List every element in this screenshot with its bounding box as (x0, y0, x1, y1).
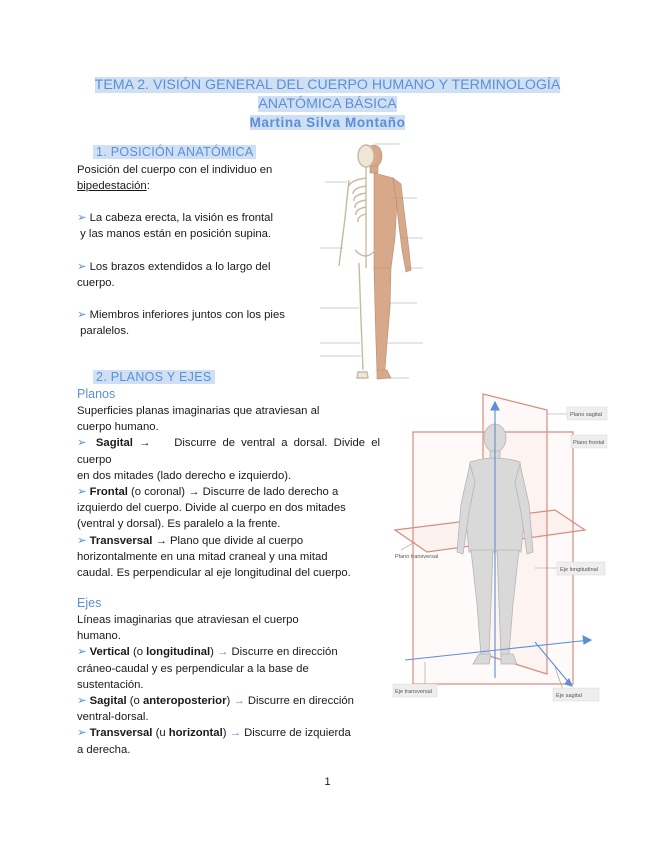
arrow-icon: → (155, 534, 167, 547)
ejes-intro-line1: Líneas imaginarias que atraviesan el cuerpo (77, 614, 299, 626)
label-plano-frontal: Plano frontal (573, 440, 605, 446)
bullet-2-line2: cuerpo. (77, 277, 115, 290)
ejes-intro-line2: humano. (77, 630, 121, 643)
frontal-plane-desc3: (ventral y dorsal). Es paralelo a la frente. (77, 518, 281, 531)
section1-bullet-3 (77, 307, 307, 339)
bullet-arrow-icon: ➢ (77, 695, 87, 708)
title-block (60, 76, 595, 132)
transversal-axis-alt-b: horizontal (168, 727, 223, 740)
intro-term-bipedestacion: bipedestación (77, 180, 147, 193)
sagital-axis-desc1: Discurre en dirección (247, 695, 354, 708)
arrow-icon: → (217, 646, 229, 659)
arrow-icon: → (139, 437, 151, 450)
sagital-plane-desc1: Discurre de ventral a dorsal. Divide el (174, 437, 380, 450)
document-title-line1: TEMA 2. VISIÓN GENERAL DEL CUERPO HUMANO Y TERMINOLOGÍA (94, 77, 561, 93)
transversal-axis-alt-c: ) (222, 727, 227, 740)
bullet-1-line1: La cabeza erecta, la visión es frontal (89, 212, 273, 224)
bullet-arrow-icon: ➢ (77, 261, 87, 273)
vertical-axis-desc3: sustentación. (77, 678, 144, 691)
label-plano-sagital: Plano sagital (570, 412, 603, 418)
sagital-plane-desc2: cuerpo (77, 453, 112, 466)
sagital-axis-alt-a: (o (129, 695, 140, 708)
bullet-2-line1: Los brazos extendidos a lo largo del (89, 261, 271, 273)
sagital-plane-term: Sagital (95, 437, 133, 450)
transversal-axis-desc2: a derecha. (77, 743, 131, 756)
sagital-axis-term: Sagital (89, 695, 127, 708)
bullet-1-line2: y las manos están en posición supina. (80, 228, 272, 241)
arrow-icon: → (229, 727, 241, 740)
bullet-arrow-icon: ➢ (77, 727, 87, 740)
author-name: Martina Silva Montaño (249, 115, 406, 130)
intro-colon: : (146, 180, 150, 193)
sagital-axis-alt-b: anteroposterior (142, 695, 227, 708)
arrow-icon: → (233, 695, 245, 708)
frontal-plane-alt: (o coronal) (131, 486, 186, 499)
ejes-subheading: Ejes (77, 596, 102, 610)
frontal-plane-term: Frontal (89, 486, 128, 499)
bullet-arrow-icon: ➢ (77, 212, 87, 224)
transversal-plane-desc2: horizontalmente en una mitad craneal y una mitad (77, 550, 328, 563)
ejes-content (77, 612, 377, 758)
transversal-plane-desc3: caudal. Es perpendicular al eje longitudinal del cuerpo. (77, 567, 351, 580)
bullet-3-line1: Miembros inferiores juntos con los pies (89, 309, 285, 321)
vertical-axis-desc1: Discurre en dirección (231, 646, 338, 659)
vertical-axis-alt-b: longitudinal (146, 646, 211, 659)
transversal-plane-term: Transversal (89, 534, 153, 547)
sagital-axis-alt-c: ) (226, 695, 231, 708)
transversal-axis-alt-a: (u (155, 727, 166, 740)
anatomical-figure-illustration (305, 138, 430, 390)
vertical-axis-alt-a: (o (132, 646, 143, 659)
sagital-plane-desc3: en dos mitades (lado derecho e izquierdo). (77, 469, 292, 482)
vertical-axis-desc2: cráneo-caudal y es perpendicular a la base de (77, 662, 309, 675)
label-plano-transversal: Plano transversal (395, 554, 439, 560)
anatomical-position-figure (305, 138, 430, 390)
planos-content (77, 403, 380, 581)
section1-bullet-2 (77, 259, 307, 291)
section2-heading: 2. PLANOS Y EJES (93, 370, 215, 384)
bullet-arrow-icon: ➢ (77, 437, 87, 450)
transversal-axis-term: Transversal (89, 727, 153, 740)
label-eje-sagital: Eje sagital (556, 693, 582, 699)
transversal-plane-desc1: Plano que divide al cuerpo (170, 534, 304, 547)
section1-bullet-1 (77, 210, 307, 242)
section1-intro (77, 162, 307, 194)
bullet-arrow-icon: ➢ (77, 646, 87, 659)
planes-axes-illustration (385, 392, 610, 710)
sagital-axis-desc2: ventral-dorsal. (77, 711, 149, 724)
bullet-3-line2: paralelos. (80, 325, 130, 338)
arrow-icon: → (188, 486, 200, 499)
bullet-arrow-icon: ➢ (77, 486, 87, 499)
bullet-arrow-icon: ➢ (77, 534, 87, 547)
frontal-plane-desc2: izquierdo del cuerpo. Divide al cuerpo en dos mitades (77, 502, 346, 515)
page-number: 1 (324, 776, 331, 788)
intro-text-a: Posición del cuerpo con el individuo en (77, 164, 273, 176)
vertical-axis-alt-c: ) (210, 646, 214, 659)
transversal-axis-desc1: Discurre de izquierda (244, 727, 351, 740)
label-eje-transversal: Eje transversal (395, 689, 432, 695)
sagital-plane-line (77, 435, 380, 451)
planos-intro-line2: cuerpo humano. (77, 421, 159, 434)
planos-intro-line1: Superficies planas imaginarias que atraviesan al (77, 405, 320, 417)
label-eje-longitudinal: Eje longitudinal (560, 567, 598, 573)
bullet-arrow-icon: ➢ (77, 309, 87, 321)
section1-heading: 1. POSICIÓN ANATÓMICA (93, 145, 256, 159)
planos-subheading: Planos (77, 387, 116, 401)
planes-axes-figure (385, 392, 610, 710)
document-title-line2: ANATÓMICA BÁSICA (258, 96, 397, 112)
vertical-axis-term: Vertical (89, 646, 130, 659)
frontal-plane-desc1: Discurre de lado derecho a (202, 486, 339, 499)
